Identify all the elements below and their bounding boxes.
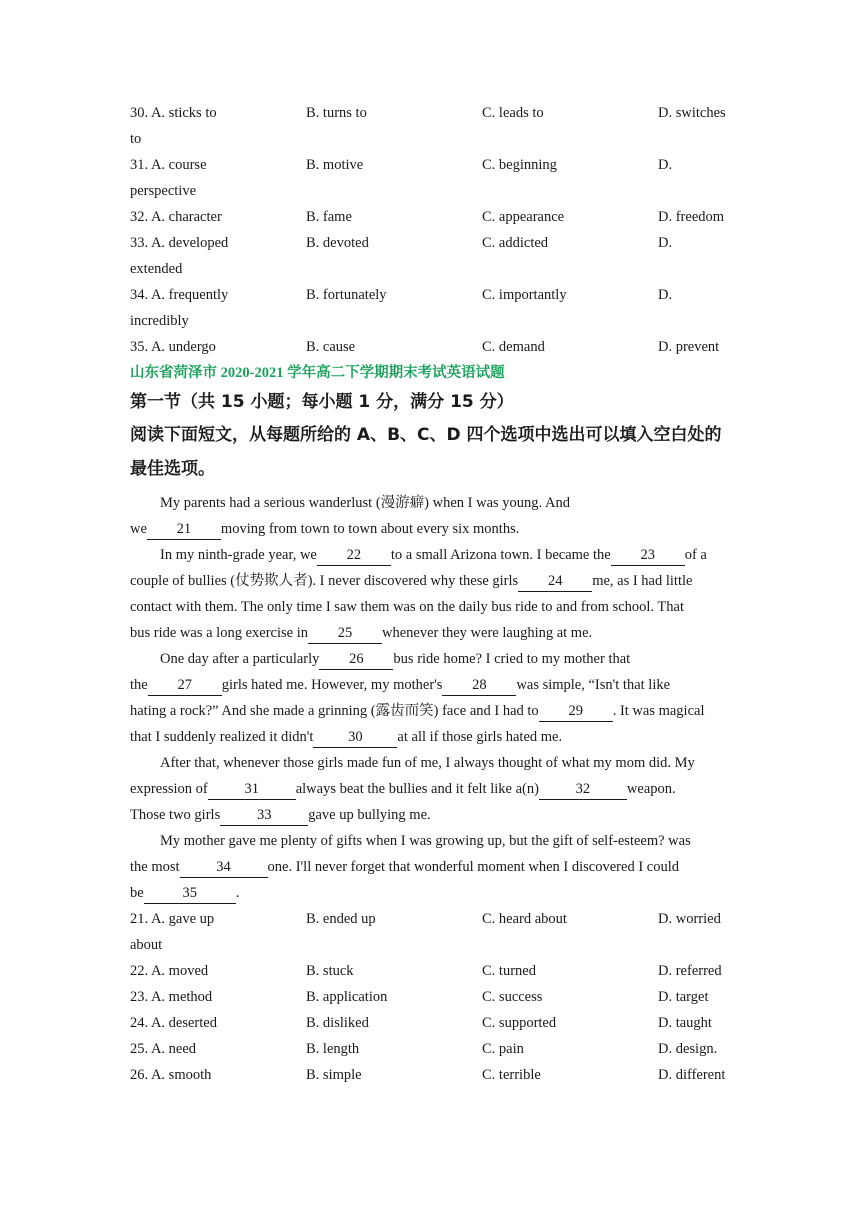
option-wrap: incredibly	[130, 313, 189, 329]
blank-32: 32	[539, 779, 627, 800]
passage-text: that I suddenly realized it didn't	[130, 729, 314, 745]
option-a: 31. A. course	[130, 157, 207, 173]
option-row-35	[130, 334, 730, 360]
passage-line	[130, 880, 730, 906]
option-d: D. referred	[658, 963, 722, 979]
option-b: B. length	[306, 1041, 360, 1057]
option-wrap: perspective	[130, 183, 197, 199]
option-d: D.	[658, 235, 673, 251]
blank-35: 35	[144, 883, 236, 904]
passage-line	[130, 620, 730, 646]
option-c: C. pain	[482, 1041, 524, 1057]
passage-text: hating a rock?” And she made a grinning (露齿而笑) face and I had to	[130, 703, 539, 719]
document-content	[130, 100, 730, 1088]
option-row-31	[130, 152, 730, 178]
option-wrap: extended	[130, 261, 183, 277]
option-c: C. supported	[482, 1015, 557, 1031]
passage-text: One day after a particularly	[160, 651, 320, 667]
option-b: B. application	[306, 989, 388, 1005]
passage-text: girls hated me. However, my mother's	[221, 677, 443, 693]
option-d: D.	[658, 287, 673, 303]
passage-text: . It was magical	[612, 703, 705, 719]
option-row-24	[130, 1010, 730, 1036]
option-a: 33. A. developed	[130, 235, 229, 251]
option-c: C. demand	[482, 339, 545, 355]
section-heading: 第一节（共 15 小题；每小题 1 分，满分 15 分）	[130, 392, 514, 412]
option-c: C. importantly	[482, 287, 567, 303]
passage-text: weapon.	[626, 781, 676, 797]
blank-24: 24	[518, 571, 592, 592]
option-d: D. prevent	[658, 339, 720, 355]
passage-text: whenever they were laughing at me.	[381, 625, 593, 641]
option-a: 24. A. deserted	[130, 1015, 217, 1031]
option-row-32	[130, 204, 730, 230]
option-b: B. turns to	[306, 105, 367, 121]
passage-text: be	[130, 885, 144, 901]
option-row-21	[130, 906, 730, 932]
passage-text: always beat the bullies and it felt like a(n)	[295, 781, 539, 797]
option-b: B. fame	[306, 209, 352, 225]
option-row-23	[130, 984, 730, 1010]
option-row-25	[130, 1036, 730, 1062]
option-b: B. ended up	[306, 911, 376, 927]
option-row-33	[130, 230, 730, 256]
options-block-21-26	[130, 906, 730, 1088]
option-c: C. turned	[482, 963, 536, 979]
option-d: D. taught	[658, 1015, 712, 1031]
option-a: 32. A. character	[130, 209, 222, 225]
passage-text: bus ride was a long exercise in	[130, 625, 308, 641]
option-c: C. beginning	[482, 157, 557, 173]
blank-29: 29	[539, 701, 613, 722]
blank-33: 33	[220, 805, 308, 826]
option-a: 22. A. moved	[130, 963, 209, 979]
option-d: D. target	[658, 989, 709, 1005]
passage-line	[130, 802, 730, 828]
passage-line	[130, 724, 730, 750]
option-b: B. devoted	[306, 235, 369, 251]
passage-line	[130, 776, 730, 802]
option-c: C. terrible	[482, 1067, 541, 1083]
option-a: 30. A. sticks to	[130, 105, 217, 121]
option-row-34	[130, 282, 730, 308]
option-a: 26. A. smooth	[130, 1067, 212, 1083]
passage-line	[130, 542, 730, 568]
option-b: B. cause	[306, 339, 356, 355]
passage-text: the most	[130, 859, 180, 875]
option-a: 34. A. frequently	[130, 287, 229, 303]
passage-line: My mother gave me plenty of gifts when I was growing up, but the gift of self-esteem? was	[160, 833, 691, 849]
option-c: C. appearance	[482, 209, 565, 225]
options-block-30-35	[130, 100, 730, 360]
passage-text: the	[130, 677, 148, 693]
passage-text: expression of	[130, 781, 208, 797]
blank-25: 25	[308, 623, 382, 644]
blank-22: 22	[317, 545, 391, 566]
passage-line	[130, 568, 730, 594]
option-c: C. heard about	[482, 911, 567, 927]
passage-text: In my ninth-grade year, we	[160, 547, 317, 563]
blank-34: 34	[180, 857, 268, 878]
option-wrap: to	[130, 131, 142, 147]
passage-text: of a	[684, 547, 707, 563]
option-a: 23. A. method	[130, 989, 213, 1005]
passage-text: couple of bullies (仗势欺人者). I never discovered why these girls	[130, 573, 519, 589]
blank-31: 31	[208, 779, 296, 800]
option-row-22	[130, 958, 730, 984]
option-a: 21. A. gave up	[130, 911, 215, 927]
option-wrap: about	[130, 937, 163, 953]
option-b: B. disliked	[306, 1015, 369, 1031]
option-b: B. simple	[306, 1067, 362, 1083]
blank-21: 21	[147, 519, 221, 540]
passage	[130, 490, 730, 906]
option-d: D. design.	[658, 1041, 718, 1057]
option-row-26	[130, 1062, 730, 1088]
passage-line	[130, 672, 730, 698]
blank-26: 26	[319, 649, 393, 670]
option-d: D.	[658, 157, 673, 173]
option-d: D. switches	[658, 105, 726, 121]
passage-text: to a small Arizona town. I became the	[390, 547, 611, 563]
passage-text: .	[235, 885, 240, 901]
instruction-line-1: 阅读下面短文，从每题所给的 A、B、C、D 四个选项中选出可以填入空白处的	[130, 425, 722, 445]
option-row-30	[130, 100, 730, 126]
passage-line	[130, 698, 730, 724]
option-c: C. leads to	[482, 105, 544, 121]
passage-line: contact with them. The only time I saw them was on the daily bus ride to and from school. That	[130, 599, 684, 615]
option-b: B. motive	[306, 157, 364, 173]
blank-30: 30	[313, 727, 397, 748]
passage-text: bus ride home? I cried to my mother that	[393, 651, 631, 667]
passage-line: After that, whenever those girls made fun of me, I always thought of what my mom did. My	[160, 755, 695, 771]
option-d: D. worried	[658, 911, 721, 927]
passage-text: was simple, “Isn't that like	[516, 677, 671, 693]
passage-text: moving from town to town about every six months.	[220, 521, 520, 537]
option-a: 35. A. undergo	[130, 339, 216, 355]
option-d: D. different	[658, 1067, 726, 1083]
instruction-line-2: 最佳选项。	[130, 459, 215, 479]
passage-line: My parents had a serious wanderlust (漫游癖) when I was young. And	[160, 495, 570, 511]
passage-line	[130, 516, 730, 542]
option-b: B. stuck	[306, 963, 354, 979]
passage-text: one. I'll never forget that wonderful moment when I discovered I could	[267, 859, 679, 875]
option-a: 25. A. need	[130, 1041, 197, 1057]
passage-text: gave up bullying me.	[308, 807, 431, 823]
blank-23: 23	[611, 545, 685, 566]
blank-27: 27	[148, 675, 222, 696]
option-d: D. freedom	[658, 209, 725, 225]
passage-line	[130, 646, 730, 672]
option-c: C. addicted	[482, 235, 549, 251]
passage-text: we	[130, 521, 147, 537]
passage-text: at all if those girls hated me.	[397, 729, 563, 745]
exam-source-title: 山东省菏泽市 2020-2021 学年高二下学期期末考试英语试题	[130, 365, 505, 381]
blank-28: 28	[442, 675, 516, 696]
option-b: B. fortunately	[306, 287, 387, 303]
passage-text: me, as I had little	[592, 573, 693, 589]
option-c: C. success	[482, 989, 543, 1005]
passage-line	[130, 854, 730, 880]
passage-text: Those two girls	[130, 807, 221, 823]
